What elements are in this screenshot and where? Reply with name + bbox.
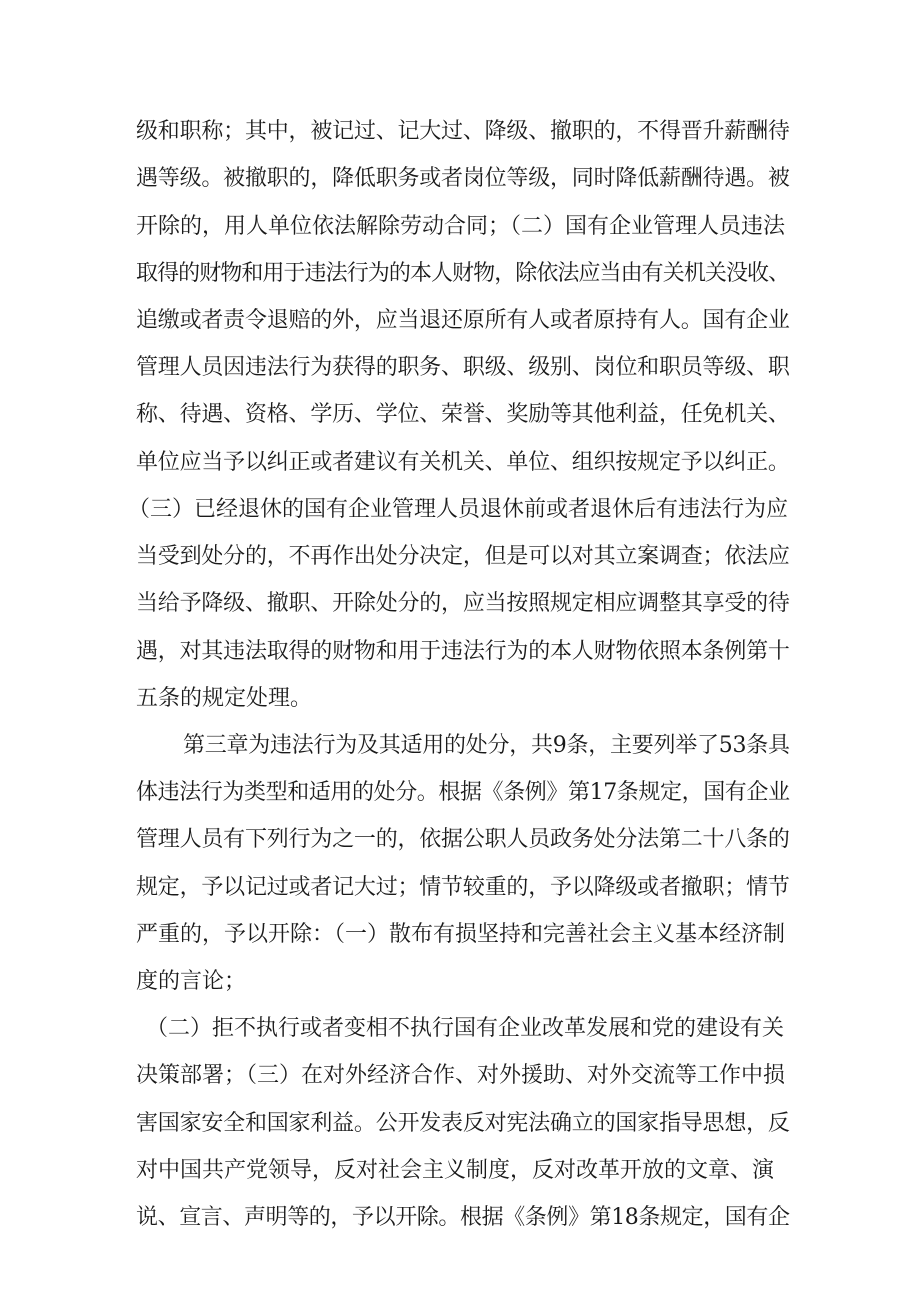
text-line: 当给予降级、撤职、开除处分的，应当按照规定相应调整其享受的待 [136,591,790,616]
text-line: 取得的财物和用于违法行为的本人财物，除依法应当由有关机关没收、 [136,261,790,286]
text-line: 体违法行为类型和适用的处分。根据《条例》第17条规定，国有企业 [136,780,790,805]
text-line: 决策部署；（三）在对外经济合作、对外援助、对外交流等工作中损 [136,1063,786,1088]
text-line: （三）已经退休的国有企业管理人员退休前或者退休后有违法行为应 [128,497,789,522]
text-line: 称、待遇、资格、学历、学位、荣誉、奖励等其他利益，任免机关、 [136,402,790,427]
text-line: 五条的规定处理。 [136,686,313,711]
text-line: 严重的，予以开除：（一）散布有损坚持和完善社会主义基本经济制 [136,922,786,947]
text-line: （二）拒不执行或者变相不执行国有企业改革发展和党的建设有关 [146,1016,785,1041]
text-line: 害国家安全和国家利益。公开发表反对宪法确立的国家指导思想，反 [136,1111,790,1136]
text-line: 规定，予以记过或者记大过；情节较重的，予以降级或者撤职；情节 [136,875,790,900]
text-line: 说、宣言、声明等的，予以开除。根据《条例》第18条规定，国有企 [136,1205,790,1230]
text-line: 对中国共产党领导，反对社会主义制度，反对改革开放的文章、演 [136,1158,775,1183]
text-line: 追缴或者责令退赔的外，应当退还原所有人或者原持有人。国有企业 [136,308,790,333]
text-line: 管理人员有下列行为之一的，依据公职人员政务处分法第二十八条的 [136,827,790,852]
text-line: 管理人员因违法行为获得的职务、职级、级别、岗位和职员等级、职 [136,355,790,380]
text-line: 第三章为违法行为及其适用的处分，共9条，主要列举了53条具 [183,733,790,758]
text-line: 当受到处分的，不再作出处分决定，但是可以对其立案调查；依法应 [136,544,790,569]
text-line: 单位应当予以纠正或者建议有关机关、单位、组织按规定予以纠正。 [136,450,790,475]
text-line: 遇，对其违法取得的财物和用于违法行为的本人财物依照本条例第十 [136,639,790,664]
text-line: 遇等级。被撤职的，降低职务或者岗位等级，同时降低薪酬待遇。被 [136,166,790,191]
text-line: 开除的，用人单位依法解除劳动合同；（二）国有企业管理人员违法 [136,214,786,239]
text-line: 度的言论； [136,969,247,994]
text-line: 级和职称；其中，被记过、记大过、降级、撤职的，不得晋升薪酬待 [136,119,790,144]
